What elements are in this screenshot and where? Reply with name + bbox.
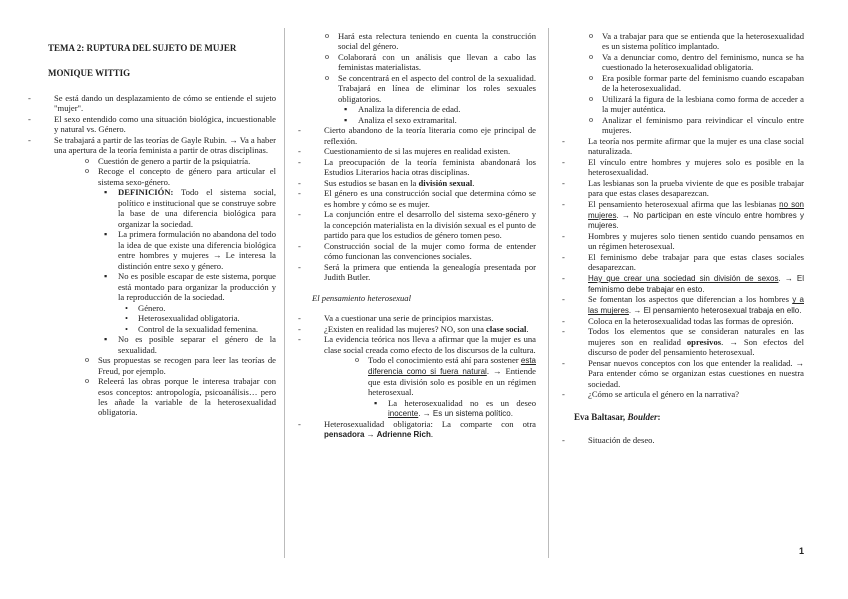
bullet-list [560,435,804,445]
list-text: ¿Existen en realidad las mujeres? NO, son una [324,323,487,334]
sub-list-item: o Analizar el feminismo para reivindicar el vínculo entre mujeres. [584,115,804,136]
list-item [98,271,276,334]
sub-sub-list [368,398,536,419]
list-text: Se concentrará en el aspecto del control de la sexualidad. Trabajará en línea de eliminar los roles sexuales obligatorios. [338,72,536,104]
list-item: - Va a cuestionar una serie de principios marxistas. [296,313,536,323]
list-item: ▪ Analiza el sexo extramarital. [338,115,536,125]
underlined-text: inocente [388,409,419,418]
list-text: Se fomentan los aspectos que diferencian a los hombres [588,294,793,305]
list-item: - El género es una construcción social que determina cómo se es hombre y cómo se es mujer. [296,188,536,209]
sub-list [350,355,536,419]
bullet-list [296,313,536,440]
list-text: . → Son efectos del discurso de poder del pensamiento heterosexual. [588,336,804,358]
list-item [560,326,804,357]
sub-list-item: o Era posible formar parte del feminismo cuando escapaban de la heterosexualidad. [584,73,804,94]
list-item: - La preocupación de la teoría feminista abandonará los Estudios Literarios hacia otras disciplinas. [296,157,536,178]
bullet-list [26,93,276,418]
list-item: - Se está dando un desplazamiento de cómo se entiende el sujeto "mujer". [26,93,276,114]
list-item: - La conjunción entre el desarrollo del sistema sexo-género y la concepción materialista en la división sexual es el punto de partido para que los estudios de género tomen peso. [296,209,536,240]
list-item: - El sexo entendido como una situación biológica, incuestionable y natural vs. Género. [26,114,276,135]
bullet-list [296,125,536,282]
emphasis: clase social [486,323,527,334]
list-item: • Heterosexualidad obligatoria. [118,313,276,323]
list-text: La evidencia teórica nos lleva a afirmar que la mujer es una clase social creada como efecto de los discursos de la cultura. [324,334,536,355]
sub-list-item: o Va a denunciar como, dentro del feminismo, nunca se ha cuestionado la heterosexualidad obligatoria. [584,52,804,73]
list-text: . → Es un sistema político. [418,409,513,418]
sub-list-item: o Cuestión de genero a partir de la psiquiatría. [80,156,276,166]
heading-text: : [657,411,661,422]
sub-list-item: o Sus propuestas se recogen para leer las teorías de Freud, por ejemplo. [80,355,276,376]
list-item: - Las lesbianas son la prueba viviente de que es posible trabajar para que estas clases desaparezcan. [560,178,804,199]
definition-label: DEFINICIÓN: [118,187,174,198]
sub-list-item: o Va a trabajar para que se entienda que la heterosexualidad es un sistema político implantado. [584,31,804,52]
underlined-text: no son mujeres [588,199,804,220]
section-heading [574,412,804,423]
list-item: ▪ La primera formulación no abandona del todo la idea de que existe una diferencia biológica entre hombres y mujeres → Le interesa la distinción entre sexo y género. [98,229,276,271]
list-item: - ¿Cómo se articula el género en la narrativa? [560,389,804,399]
list-item: - El vínculo entre hombres y mujeres solo es posible en la heterosexualidad. [560,157,804,178]
sub-list-item: o Utilizará la figura de la lesbiana como forma de acceder a la mujer auténtica. [584,94,804,115]
list-item [560,294,804,316]
sub-list [80,156,276,418]
list-item: • Género. [118,303,276,313]
column-1 [26,38,276,598]
list-text: . [526,323,529,334]
list-item: - Coloca en la heterosexualidad todas las formas de opresión. [560,316,804,326]
column-divider [548,28,549,558]
list-text: Todos los elementos que se consideran naturales en las mujeres son en realidad [588,326,804,347]
list-text: . [430,429,433,440]
list-item [296,324,536,334]
heading-text: Eva Baltasar, [574,411,628,422]
author-heading: MONIQUE WITTIG [48,67,131,78]
list-item: - Pensar nuevos conceptos con los que entender la realidad. → Para entender cómo se organizan estas cuestiones en nuestra sociedad. [560,358,804,389]
sub-list-item: o Colaborará con un análisis que llevan a cabo las feministas materialistas. [320,52,536,73]
list-text: Recoge el concepto de género para articular el sistema sexo-género. [98,166,276,187]
list-item: - Cuestionamiento de si las mujeres en realidad existen. [296,146,536,156]
sub-sub-list [338,104,536,125]
column-2 [296,31,536,591]
underlined-text: Hay que crear una sociedad sin división de sexos [588,273,779,283]
sub-list-item: o Hará esta relectura teniendo en cuenta la construcción social del género. [320,31,536,52]
list-text: . → Entiende que esta división solo es posible en un régimen heterosexual. [368,365,536,398]
emphasis: división sexual [418,177,473,188]
sub-list-item [320,73,536,125]
list-item: ▪ Analiza la diferencia de edad. [338,104,536,114]
underlined-text: esta diferencia como si fuera natural [368,356,536,376]
sub-list-item [80,166,276,355]
underlined-text: y a las mujeres [588,295,804,316]
list-text: Todo el conocimiento está ahí para sostener [368,355,521,366]
document-title: TEMA 2: RUPTURA DEL SUJETO DE MUJER [48,43,237,53]
list-text: Sus estudios se basan en la [324,177,419,188]
list-item: - El feminismo debe trabajar para que estas clases sociales desaparezcan. [560,252,804,273]
list-text: . [472,177,475,188]
list-text: . → El feminismo debe trabajar en esto. [588,273,805,294]
bullet-list [560,136,804,400]
list-item: - Situación de deseo. [560,435,804,445]
list-item: - Construcción social de la mujer como forma de entender cómo funcionan las convenciones sociales. [296,241,536,262]
sub-list-item: o Releerá las obras porque le interesa trabajar con esos conceptos: antropología, psicoanálisis… pero les añade la variable de la heterosexualidad obligatoria. [80,376,276,418]
list-item [368,398,536,419]
sub-list-item [350,355,536,419]
list-item [560,199,804,231]
list-item: • Control de la sexualidad femenina. [118,324,276,334]
list-text: . → El pensamiento heterosexual trabaja en ello. [628,306,802,316]
list-item [26,135,276,418]
list-text: . → No participan en este vínculo entre hombres y mujeres. [588,210,804,231]
list-item: - Cierto abandono de la teoría literaria como eje principal de reflexión. [296,125,536,146]
list-item: - La teoría nos permite afirmar que la mujer es una clase social naturalizada. [560,136,804,157]
definition-text: Todo el sistema social, político e institucional que se construye sobre la base de una diferencia biológica para organizar la sociedad. [118,187,276,229]
list-item: - Hombres y mujeres solo tienen sentido cuando pensamos en un régimen heterosexual. [560,231,804,252]
column-divider [284,28,285,558]
sub-list [320,31,536,125]
bullet-sub-list [118,303,276,334]
list-text: Se trabajará a partir de las teorías de Gayle Rubin. → Va a haber una apertura de la teoría feminista a partir de otras disciplinas. [54,134,276,156]
book-title: Boulder [627,411,658,422]
emphasis: opresivos [686,336,722,347]
emphasis: pensadora → Adrienne Rich [324,430,431,440]
list-text: Heterosexualidad obligatoria: La comparte con otra [324,418,536,429]
list-item [560,273,804,295]
sub-sub-list [98,187,276,355]
list-item [296,334,536,419]
list-text: La heterosexualidad no es un deseo [388,397,536,408]
list-item: - Será la primera que entienda la genealogía presentada por Judith Butler. [296,262,536,283]
definition-item [98,187,276,229]
list-item: ▪ No es posible separar el género de la sexualidad. [98,334,276,355]
page-number: 1 [798,546,804,557]
list-text: El pensamiento heterosexual afirma que las lesbianas [588,198,780,209]
section-heading: El pensamiento heterosexual [312,292,411,303]
list-item [296,178,536,188]
column-3 [560,31,804,591]
sub-list [584,31,804,136]
list-item [296,419,536,440]
list-text: No es posible escapar de este sistema, porque está montado para organizar la producción y la reproducción de la sociedad. [118,271,276,303]
